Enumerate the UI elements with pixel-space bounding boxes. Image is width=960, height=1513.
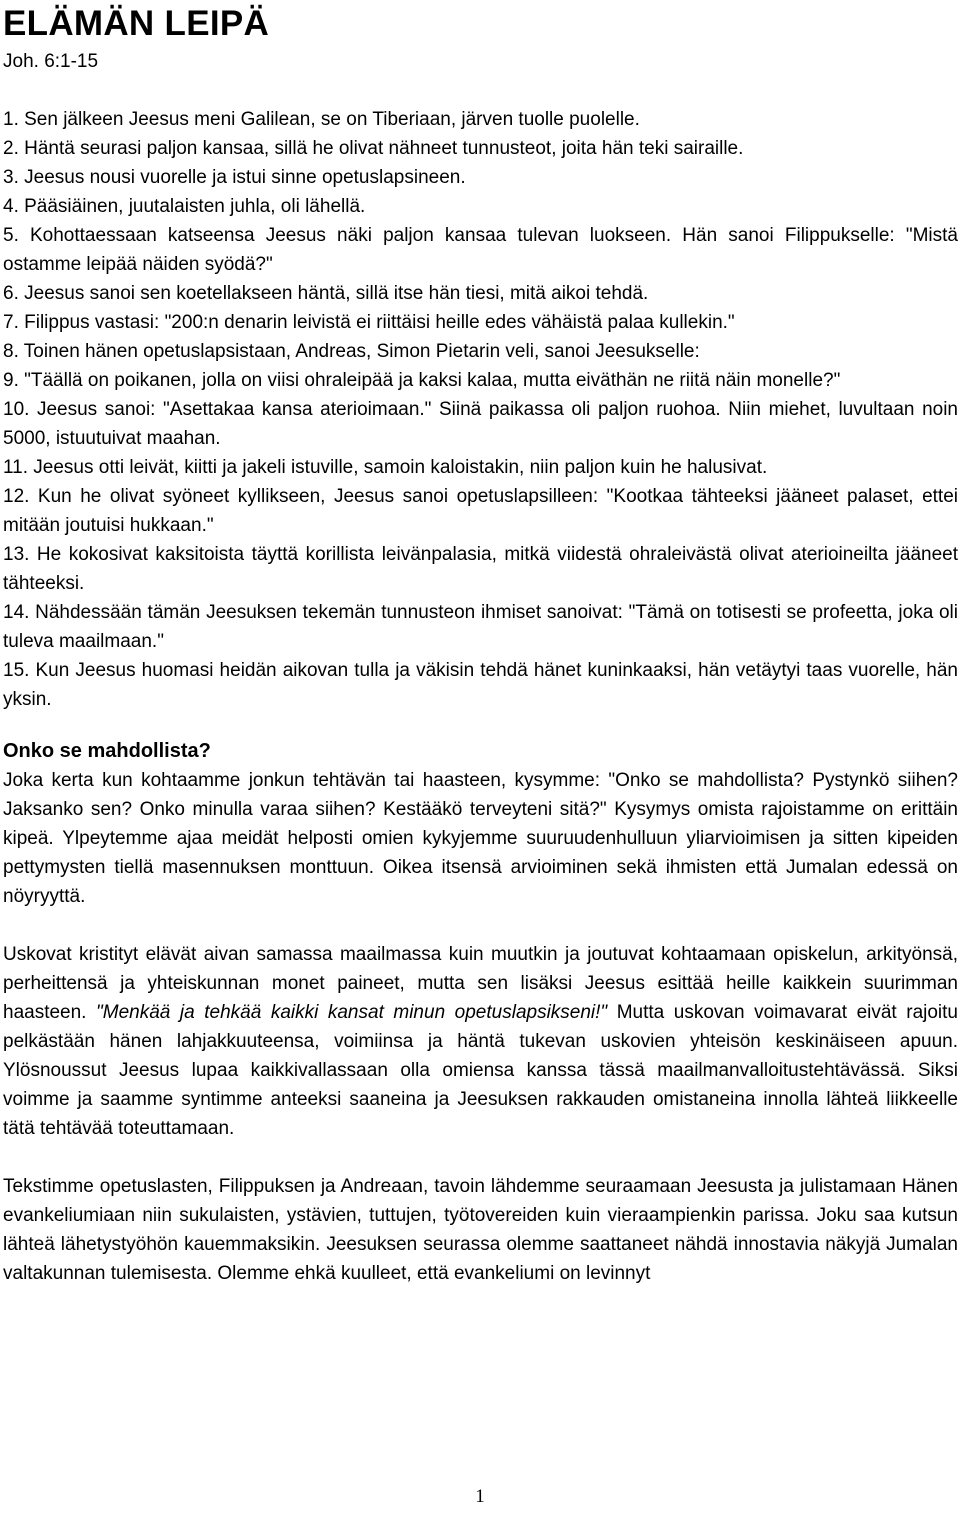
paragraph-2-end: Mutta uskovan voimavarat eivät rajoitu pelkästään hänen lahjakkuuteensa, voimiinsa ja häntä tukevan uskovien yhteisön keskinäiseen apuun. Ylösnoussut Jeesus lupaa kaikkivallassaan olla omiensa kanssa tässä maailmanvalloitustehtävässä. Siksi voimme ja saamme syntimme anteeksi saaneina ja Jeesuksen rakkauden omistaneina innolla lähteä liikkeelle tätä tehtävää toteuttamaan.	[3, 1002, 958, 1139]
verse-10: 10. Jeesus sanoi: "Asettakaa kansa aterioimaan." Siinä paikassa oli paljon ruohoa. Niin miehet, luvultaan noin 5000, istuutuivat maahan.	[3, 399, 958, 449]
verse-2: 2. Häntä seurasi paljon kansaa, sillä he olivat nähneet tunnusteot, joita hän teki sairaille.	[3, 138, 744, 159]
verse-list	[3, 105, 958, 714]
page-number: 1	[475, 1486, 485, 1507]
paragraph-1: Joka kerta kun kohtaamme jonkun tehtävän tai haasteen, kysymme: "Onko se mahdollista? Pystynkö siihen? Jaksanko sen? Onko minulla varaa siihen? Kestääkö terveyteni sitä?" Kysymys omista rajoistamme on erittäin kipeä. Ylpeytemme ajaa meidät helposti omien kykyjemme suuruudenhulluun yliarvioimisen ja sitten kipeiden pettymysten tiellä masennuksen monttuun. Oikea itsensä arvioiminen sekä ihmisten että Jumalan edessä on nöyryyttä.	[3, 770, 958, 907]
section-heading: Onko se mahdollista?	[3, 740, 211, 762]
verse-6: 6. Jeesus sanoi sen koetellakseen häntä, sillä itse hän tiesi, mitä aikoi tehdä.	[3, 283, 649, 304]
verse-5: 5. Kohottaessaan katseensa Jeesus näki paljon kansaa tulevan luokseen. Hän sanoi Filippukselle: "Mistä ostamme leipää näiden syödä?"	[3, 225, 958, 275]
paragraph-2-start: Uskovat kristityt elävät aivan samassa maailmassa kuin muutkin ja joutuvat kohtaamaan opiskelun, arkityönsä, perheittensä ja yhteiskunnan monet paineet, mutta sen lisäksi Jeesus esittää heille kaikkein suurimman haasteen.	[3, 944, 958, 1023]
verse-4: 4. Pääsiäinen, juutalaisten juhla, oli lähellä.	[3, 196, 366, 217]
verse-7: 7. Filippus vastasi: "200:n denarin leivistä ei riittäisi heille edes vähäistä palaa kullekin."	[3, 312, 735, 333]
paragraph-3: Tekstimme opetuslasten, Filippuksen ja Andreaan, tavoin lähdemme seuraamaan Jeesusta ja julistamaan Hänen evankeliumiaan niin sukulaisten, ystävien, tuttujen, työtovereiden kuin vieraampienkin parissa. Joku saa kutsun lähteä lähetystyöhön kauemmaksikin. Jeesuksen seurassa olemme saattaneet nähdä innostavia näkyjä Jumalan valtakunnan tulemisesta. Olemme ehkä kuulleet, että evankeliumi on levinnyt	[3, 1176, 958, 1284]
verse-1: 1. Sen jälkeen Jeesus meni Galilean, se on Tiberiaan, järven tuolle puolelle.	[3, 109, 640, 130]
paragraph-2-quote: "Menkää ja tehkää kaikki kansat minun opetuslapsikseni!"	[96, 1002, 608, 1023]
document-title: ELÄMÄN LEIPÄ	[3, 4, 270, 43]
verse-3: 3. Jeesus nousi vuorelle ja istui sinne opetuslapsineen.	[3, 167, 466, 188]
verse-9: 9. "Täällä on poikanen, jolla on viisi ohraleipää ja kaksi kalaa, mutta eiväthän ne riitä näin monelle?"	[3, 370, 841, 391]
verse-11: 11. Jeesus otti leivät, kiitti ja jakeli istuville, samoin kaloistakin, niin paljon kuin he halusivat.	[3, 457, 768, 478]
document-page	[3, 0, 958, 1288]
verse-13: 13. He kokosivat kaksitoista täyttä korillista leivänpalasia, mitkä viidestä ohraleivästä olivat aterioineilta jääneet tähteeksi.	[3, 544, 958, 594]
paragraph-2	[3, 940, 958, 1143]
verse-8: 8. Toinen hänen opetuslapsistaan, Andreas, Simon Pietarin veli, sanoi Jeesukselle:	[3, 341, 700, 362]
verse-12: 12. Kun he olivat syöneet kyllikseen, Jeesus sanoi opetuslapsilleen: "Kootkaa tähteeksi jääneet palaset, ettei mitään joutuisi hukkaan."	[3, 486, 958, 536]
scripture-reference: Joh. 6:1-15	[3, 51, 99, 72]
verse-14: 14. Nähdessään tämän Jeesuksen tekemän tunnusteon ihmiset sanoivat: "Tämä on totisesti se profeetta, joka oli tuleva maailmaan."	[3, 602, 958, 652]
verse-15: 15. Kun Jeesus huomasi heidän aikovan tulla ja väkisin tehdä hänet kuninkaaksi, hän vetäytyi taas vuorelle, hän yksin.	[3, 660, 958, 710]
